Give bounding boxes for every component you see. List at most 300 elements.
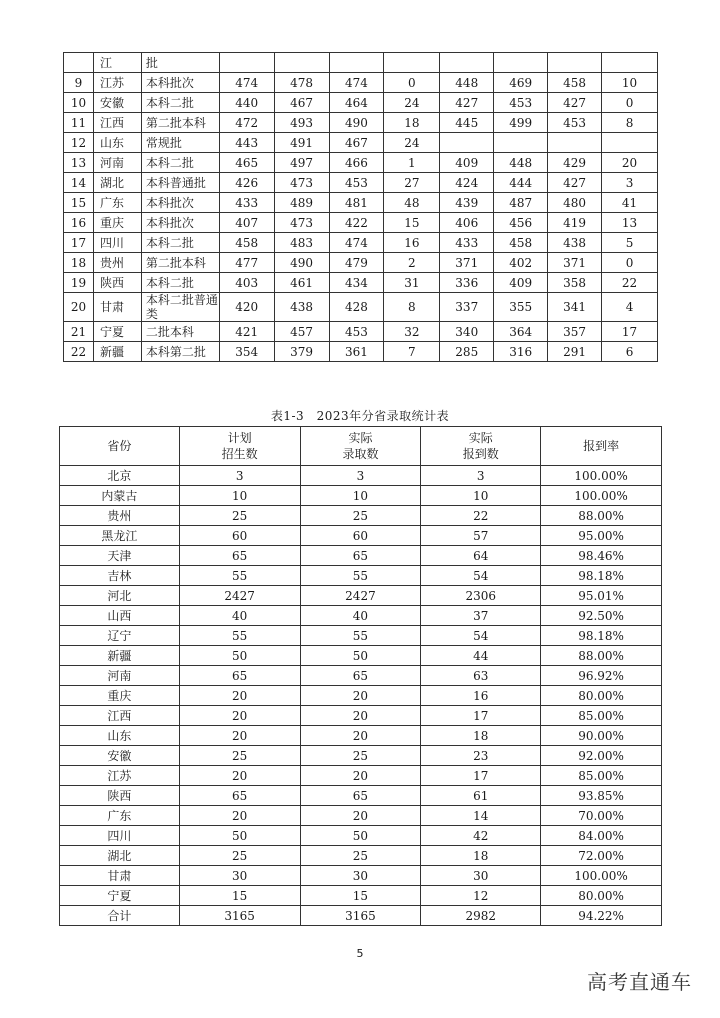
table-row bbox=[60, 466, 662, 486]
score-cell: 444 bbox=[494, 173, 548, 193]
row-index-cell: 11 bbox=[64, 113, 94, 133]
province-cell: 山东 bbox=[60, 726, 180, 746]
score-cell: 499 bbox=[494, 113, 548, 133]
score-cell: 20 bbox=[602, 153, 658, 173]
table-row bbox=[60, 666, 662, 686]
batch-cell: 本科二批普通类 bbox=[141, 293, 219, 322]
score-cell: 457 bbox=[274, 322, 329, 342]
score-cell: 433 bbox=[219, 193, 274, 213]
score-cell bbox=[384, 53, 440, 73]
score-cell: 464 bbox=[329, 93, 384, 113]
rate-cell: 98.46% bbox=[541, 546, 662, 566]
province-cell: 河南 bbox=[60, 666, 180, 686]
rate-cell: 92.00% bbox=[541, 746, 662, 766]
score-cell: 481 bbox=[329, 193, 384, 213]
table-row bbox=[60, 886, 662, 906]
score-cell bbox=[440, 133, 494, 153]
province-cell: 江 bbox=[93, 53, 141, 73]
score-cell: 427 bbox=[548, 173, 602, 193]
province-cell: 江西 bbox=[93, 113, 141, 133]
score-cell: 469 bbox=[494, 73, 548, 93]
batch-cell: 本科第二批 bbox=[141, 342, 219, 362]
table-row bbox=[60, 766, 662, 786]
score-cell: 429 bbox=[548, 153, 602, 173]
plan-cell: 65 bbox=[179, 666, 300, 686]
province-cell: 陕西 bbox=[60, 786, 180, 806]
batch-cell: 二批本科 bbox=[141, 322, 219, 342]
score-cell bbox=[440, 53, 494, 73]
reported-cell: 10 bbox=[421, 486, 541, 506]
score-cell: 439 bbox=[440, 193, 494, 213]
score-cell: 1 bbox=[384, 153, 440, 173]
plan-cell: 20 bbox=[179, 726, 300, 746]
score-cell: 409 bbox=[440, 153, 494, 173]
score-cell: 453 bbox=[494, 93, 548, 113]
table-row bbox=[60, 846, 662, 866]
table-row bbox=[60, 486, 662, 506]
score-cell: 8 bbox=[384, 293, 440, 322]
score-cell: 22 bbox=[602, 273, 658, 293]
score-cell: 13 bbox=[602, 213, 658, 233]
province-cell: 广东 bbox=[60, 806, 180, 826]
score-cell: 491 bbox=[274, 133, 329, 153]
admitted-cell: 50 bbox=[300, 826, 421, 846]
table-row bbox=[64, 93, 658, 113]
score-cell: 458 bbox=[494, 233, 548, 253]
score-cell: 361 bbox=[329, 342, 384, 362]
plan-cell: 65 bbox=[179, 786, 300, 806]
score-cell: 18 bbox=[384, 113, 440, 133]
column-header-line: 录取数 bbox=[342, 447, 379, 461]
score-cell: 10 bbox=[602, 73, 658, 93]
reported-cell: 54 bbox=[421, 626, 541, 646]
score-cell: 421 bbox=[219, 322, 274, 342]
table-caption: 表1-3 2023年分省录取统计表 bbox=[270, 409, 450, 423]
score-cell: 24 bbox=[384, 133, 440, 153]
admitted-cell: 15 bbox=[300, 886, 421, 906]
province-cell: 广东 bbox=[93, 193, 141, 213]
table-row bbox=[64, 273, 658, 293]
score-cell: 5 bbox=[602, 233, 658, 253]
watermark: 高考直通车 bbox=[587, 970, 692, 994]
score-cell: 461 bbox=[274, 273, 329, 293]
table-row bbox=[64, 193, 658, 213]
score-cell: 426 bbox=[219, 173, 274, 193]
plan-cell: 10 bbox=[179, 486, 300, 506]
score-cell: 427 bbox=[548, 93, 602, 113]
score-cell: 465 bbox=[219, 153, 274, 173]
table-row bbox=[64, 322, 658, 342]
table-row bbox=[60, 746, 662, 766]
score-cell: 420 bbox=[219, 293, 274, 322]
score-cell: 489 bbox=[274, 193, 329, 213]
column-header-line: 实际 bbox=[468, 431, 493, 445]
batch-cell: 批 bbox=[141, 53, 219, 73]
score-cell: 483 bbox=[274, 233, 329, 253]
rate-cell: 88.00% bbox=[541, 646, 662, 666]
score-cell: 336 bbox=[440, 273, 494, 293]
batch-cell: 本科批次 bbox=[141, 213, 219, 233]
province-cell: 黑龙江 bbox=[60, 526, 180, 546]
score-cell: 17 bbox=[602, 322, 658, 342]
score-cell: 474 bbox=[329, 233, 384, 253]
rate-cell: 85.00% bbox=[541, 706, 662, 726]
admitted-cell: 2427 bbox=[300, 586, 421, 606]
total-row bbox=[60, 906, 662, 926]
province-cell: 陕西 bbox=[93, 273, 141, 293]
score-cell: 472 bbox=[219, 113, 274, 133]
column-header-line: 省份 bbox=[107, 439, 132, 453]
row-index-cell: 20 bbox=[64, 293, 94, 322]
score-cell: 403 bbox=[219, 273, 274, 293]
reported-cell: 17 bbox=[421, 766, 541, 786]
score-cell: 358 bbox=[548, 273, 602, 293]
score-cell: 285 bbox=[440, 342, 494, 362]
rate-cell: 80.00% bbox=[541, 886, 662, 906]
column-header bbox=[60, 427, 180, 466]
score-cell: 27 bbox=[384, 173, 440, 193]
score-cell: 0 bbox=[384, 73, 440, 93]
province-cell: 山西 bbox=[60, 606, 180, 626]
admitted-cell: 55 bbox=[300, 566, 421, 586]
reported-cell: 23 bbox=[421, 746, 541, 766]
admitted-cell: 3165 bbox=[300, 906, 421, 926]
admitted-cell: 20 bbox=[300, 706, 421, 726]
score-cell: 493 bbox=[274, 113, 329, 133]
rate-cell: 100.00% bbox=[541, 486, 662, 506]
row-index-cell bbox=[64, 53, 94, 73]
rate-cell: 95.01% bbox=[541, 586, 662, 606]
province-cell: 北京 bbox=[60, 466, 180, 486]
plan-cell: 25 bbox=[179, 506, 300, 526]
province-cell: 甘肃 bbox=[60, 866, 180, 886]
plan-cell: 20 bbox=[179, 806, 300, 826]
admitted-cell: 65 bbox=[300, 786, 421, 806]
score-cell: 428 bbox=[329, 293, 384, 322]
score-table-body bbox=[64, 53, 658, 362]
rate-cell: 84.00% bbox=[541, 826, 662, 846]
admission-stats-header bbox=[60, 427, 662, 466]
row-index-cell: 12 bbox=[64, 133, 94, 153]
plan-cell: 15 bbox=[179, 886, 300, 906]
reported-cell: 42 bbox=[421, 826, 541, 846]
rate-cell: 85.00% bbox=[541, 766, 662, 786]
admitted-cell: 10 bbox=[300, 486, 421, 506]
score-cell: 434 bbox=[329, 273, 384, 293]
score-cell: 419 bbox=[548, 213, 602, 233]
table-row bbox=[64, 73, 658, 93]
province-cell: 辽宁 bbox=[60, 626, 180, 646]
score-cell: 337 bbox=[440, 293, 494, 322]
batch-cell: 本科批次 bbox=[141, 73, 219, 93]
province-cell: 宁夏 bbox=[60, 886, 180, 906]
score-cell: 427 bbox=[440, 93, 494, 113]
plan-cell: 3165 bbox=[179, 906, 300, 926]
batch-cell: 本科二批 bbox=[141, 93, 219, 113]
row-index-cell: 13 bbox=[64, 153, 94, 173]
score-cell: 453 bbox=[329, 322, 384, 342]
batch-cell: 本科普通批 bbox=[141, 173, 219, 193]
row-index-cell: 16 bbox=[64, 213, 94, 233]
table-row bbox=[60, 686, 662, 706]
table-row bbox=[60, 606, 662, 626]
admitted-cell: 20 bbox=[300, 766, 421, 786]
score-cell: 467 bbox=[329, 133, 384, 153]
score-cell: 0 bbox=[602, 93, 658, 113]
table-row bbox=[64, 53, 658, 73]
table-row bbox=[64, 153, 658, 173]
score-cell bbox=[602, 133, 658, 153]
reported-cell: 22 bbox=[421, 506, 541, 526]
rate-cell: 88.00% bbox=[541, 506, 662, 526]
column-header bbox=[300, 427, 421, 466]
score-cell: 422 bbox=[329, 213, 384, 233]
province-cell: 河南 bbox=[93, 153, 141, 173]
table-row bbox=[60, 786, 662, 806]
row-index-cell: 9 bbox=[64, 73, 94, 93]
score-cell: 438 bbox=[274, 293, 329, 322]
plan-cell: 3 bbox=[179, 466, 300, 486]
score-cell: 371 bbox=[440, 253, 494, 273]
province-cell: 内蒙古 bbox=[60, 486, 180, 506]
admitted-cell: 20 bbox=[300, 806, 421, 826]
table-row bbox=[60, 626, 662, 646]
table-row bbox=[64, 113, 658, 133]
reported-cell: 2982 bbox=[421, 906, 541, 926]
row-index-cell: 18 bbox=[64, 253, 94, 273]
plan-cell: 55 bbox=[179, 566, 300, 586]
score-cell: 407 bbox=[219, 213, 274, 233]
score-cell: 479 bbox=[329, 253, 384, 273]
admitted-cell: 55 bbox=[300, 626, 421, 646]
province-cell: 吉林 bbox=[60, 566, 180, 586]
batch-cell: 第二批本科 bbox=[141, 253, 219, 273]
table-row bbox=[64, 293, 658, 322]
province-cell: 河北 bbox=[60, 586, 180, 606]
province-cell: 江西 bbox=[60, 706, 180, 726]
batch-cell: 第二批本科 bbox=[141, 113, 219, 133]
admitted-cell: 30 bbox=[300, 866, 421, 886]
plan-cell: 20 bbox=[179, 686, 300, 706]
admitted-cell: 20 bbox=[300, 686, 421, 706]
admission-stats-body bbox=[60, 466, 662, 926]
score-cell: 490 bbox=[329, 113, 384, 133]
reported-cell: 30 bbox=[421, 866, 541, 886]
plan-cell: 55 bbox=[179, 626, 300, 646]
table-row bbox=[64, 133, 658, 153]
plan-cell: 2427 bbox=[179, 586, 300, 606]
plan-cell: 60 bbox=[179, 526, 300, 546]
score-cell: 371 bbox=[548, 253, 602, 273]
admitted-cell: 65 bbox=[300, 546, 421, 566]
plan-cell: 25 bbox=[179, 746, 300, 766]
score-cell: 487 bbox=[494, 193, 548, 213]
admitted-cell: 25 bbox=[300, 746, 421, 766]
rate-cell: 72.00% bbox=[541, 846, 662, 866]
table-row bbox=[64, 233, 658, 253]
header-row bbox=[60, 427, 662, 466]
score-cell bbox=[548, 53, 602, 73]
admitted-cell: 50 bbox=[300, 646, 421, 666]
rate-cell: 100.00% bbox=[541, 466, 662, 486]
score-cell: 490 bbox=[274, 253, 329, 273]
score-cell: 458 bbox=[219, 233, 274, 253]
score-cell: 8 bbox=[602, 113, 658, 133]
score-cell: 15 bbox=[384, 213, 440, 233]
province-cell: 天津 bbox=[60, 546, 180, 566]
batch-cell: 常规批 bbox=[141, 133, 219, 153]
table-row bbox=[60, 646, 662, 666]
score-cell: 291 bbox=[548, 342, 602, 362]
province-cell: 新疆 bbox=[93, 342, 141, 362]
reported-cell: 18 bbox=[421, 846, 541, 866]
score-cell: 340 bbox=[440, 322, 494, 342]
province-cell: 贵州 bbox=[60, 506, 180, 526]
admission-stats-table bbox=[59, 426, 662, 926]
province-cell: 贵州 bbox=[93, 253, 141, 273]
table-row bbox=[60, 546, 662, 566]
rate-cell: 98.18% bbox=[541, 626, 662, 646]
table-row bbox=[60, 806, 662, 826]
province-cell: 重庆 bbox=[93, 213, 141, 233]
admitted-cell: 25 bbox=[300, 506, 421, 526]
province-cell: 新疆 bbox=[60, 646, 180, 666]
score-cell: 24 bbox=[384, 93, 440, 113]
score-cell: 448 bbox=[494, 153, 548, 173]
admitted-cell: 65 bbox=[300, 666, 421, 686]
admitted-cell: 25 bbox=[300, 846, 421, 866]
score-cell: 456 bbox=[494, 213, 548, 233]
rate-cell: 95.00% bbox=[541, 526, 662, 546]
table-row bbox=[64, 342, 658, 362]
rate-cell: 90.00% bbox=[541, 726, 662, 746]
plan-cell: 50 bbox=[179, 646, 300, 666]
batch-cell: 本科二批 bbox=[141, 273, 219, 293]
score-cell bbox=[329, 53, 384, 73]
score-cell: 474 bbox=[219, 73, 274, 93]
reported-cell: 2306 bbox=[421, 586, 541, 606]
reported-cell: 57 bbox=[421, 526, 541, 546]
admitted-cell: 20 bbox=[300, 726, 421, 746]
province-cell: 合计 bbox=[60, 906, 180, 926]
province-cell: 重庆 bbox=[60, 686, 180, 706]
plan-cell: 20 bbox=[179, 766, 300, 786]
score-cell: 364 bbox=[494, 322, 548, 342]
score-cell: 440 bbox=[219, 93, 274, 113]
score-cell: 402 bbox=[494, 253, 548, 273]
score-cell: 473 bbox=[274, 173, 329, 193]
score-cell: 409 bbox=[494, 273, 548, 293]
score-cell: 2 bbox=[384, 253, 440, 273]
page-number: 5 bbox=[356, 947, 364, 960]
score-cell: 433 bbox=[440, 233, 494, 253]
score-cell: 16 bbox=[384, 233, 440, 253]
plan-cell: 65 bbox=[179, 546, 300, 566]
batch-cell: 本科二批 bbox=[141, 233, 219, 253]
rate-cell: 92.50% bbox=[541, 606, 662, 626]
province-cell: 宁夏 bbox=[93, 322, 141, 342]
province-cell: 湖北 bbox=[60, 846, 180, 866]
score-cell: 438 bbox=[548, 233, 602, 253]
province-cell: 江苏 bbox=[60, 766, 180, 786]
reported-cell: 16 bbox=[421, 686, 541, 706]
row-index-cell: 10 bbox=[64, 93, 94, 113]
reported-cell: 63 bbox=[421, 666, 541, 686]
score-cell: 445 bbox=[440, 113, 494, 133]
table-row bbox=[60, 726, 662, 746]
column-header-line: 报到数 bbox=[462, 447, 499, 461]
table-row bbox=[64, 213, 658, 233]
score-cell: 467 bbox=[274, 93, 329, 113]
reported-cell: 12 bbox=[421, 886, 541, 906]
score-cell bbox=[548, 133, 602, 153]
score-cell: 3 bbox=[602, 173, 658, 193]
score-cell: 357 bbox=[548, 322, 602, 342]
province-cell: 山东 bbox=[93, 133, 141, 153]
table-row bbox=[64, 173, 658, 193]
score-cell: 474 bbox=[329, 73, 384, 93]
score-cell: 31 bbox=[384, 273, 440, 293]
batch-cell: 本科二批 bbox=[141, 153, 219, 173]
rate-cell: 94.22% bbox=[541, 906, 662, 926]
score-cell: 497 bbox=[274, 153, 329, 173]
province-cell: 安徽 bbox=[93, 93, 141, 113]
score-cell bbox=[494, 53, 548, 73]
score-cell: 453 bbox=[329, 173, 384, 193]
score-cell: 443 bbox=[219, 133, 274, 153]
province-cell: 湖北 bbox=[93, 173, 141, 193]
score-cell: 379 bbox=[274, 342, 329, 362]
score-cell: 473 bbox=[274, 213, 329, 233]
score-cell bbox=[219, 53, 274, 73]
table-row bbox=[60, 586, 662, 606]
score-cell bbox=[274, 53, 329, 73]
province-cell: 甘肃 bbox=[93, 293, 141, 322]
row-index-cell: 17 bbox=[64, 233, 94, 253]
score-cell: 448 bbox=[440, 73, 494, 93]
score-cell: 7 bbox=[384, 342, 440, 362]
score-cell: 6 bbox=[602, 342, 658, 362]
admitted-cell: 40 bbox=[300, 606, 421, 626]
column-header-line: 计划 bbox=[227, 431, 252, 445]
score-table bbox=[63, 52, 658, 362]
plan-cell: 40 bbox=[179, 606, 300, 626]
score-cell: 354 bbox=[219, 342, 274, 362]
score-cell: 466 bbox=[329, 153, 384, 173]
reported-cell: 44 bbox=[421, 646, 541, 666]
table-row bbox=[64, 253, 658, 273]
reported-cell: 18 bbox=[421, 726, 541, 746]
row-index-cell: 15 bbox=[64, 193, 94, 213]
column-header bbox=[421, 427, 541, 466]
score-cell: 424 bbox=[440, 173, 494, 193]
rate-cell: 100.00% bbox=[541, 866, 662, 886]
table-row bbox=[60, 506, 662, 526]
province-cell: 江苏 bbox=[93, 73, 141, 93]
column-header bbox=[179, 427, 300, 466]
table-row bbox=[60, 826, 662, 846]
reported-cell: 17 bbox=[421, 706, 541, 726]
reported-cell: 54 bbox=[421, 566, 541, 586]
reported-cell: 61 bbox=[421, 786, 541, 806]
plan-cell: 25 bbox=[179, 846, 300, 866]
rate-cell: 98.18% bbox=[541, 566, 662, 586]
score-cell: 478 bbox=[274, 73, 329, 93]
score-cell: 4 bbox=[602, 293, 658, 322]
score-cell: 32 bbox=[384, 322, 440, 342]
score-cell bbox=[494, 133, 548, 153]
table-row bbox=[60, 866, 662, 886]
